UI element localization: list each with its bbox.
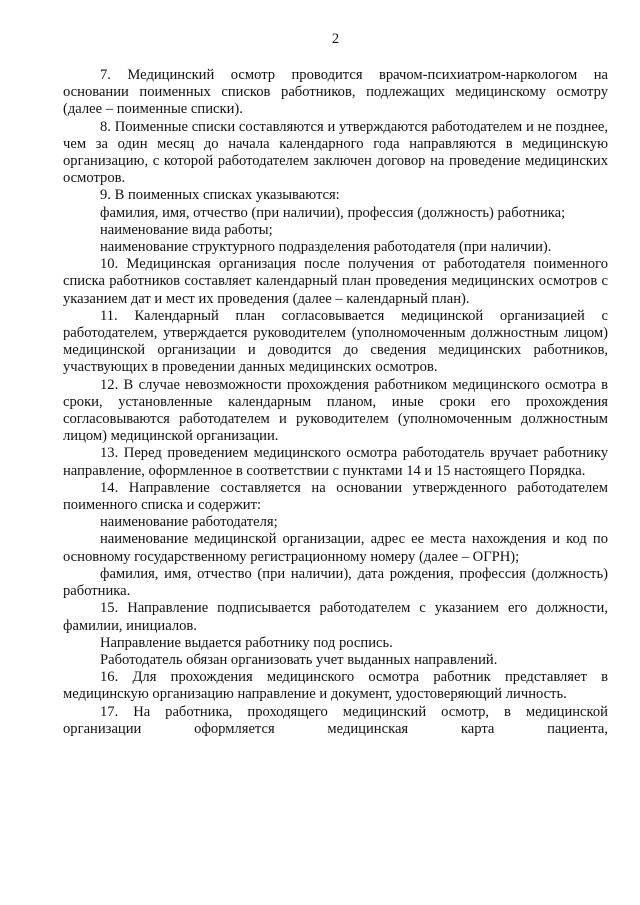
paragraph-9: 9. В поименных списках указываются: (100, 187, 340, 204)
paragraph-accounting: Работодатель обязан организовать учет выданных направлений. (100, 651, 498, 668)
paragraph-16: 16. Для прохождения медицинского осмотра работник представляет в медицинскую организацию направление и документ, удостоверяющий личность. (63, 669, 608, 703)
list-item-work-type: наименование вида работы; (100, 221, 273, 238)
paragraph-12: 12. В случае невозможности прохождения работником медицинского осмотра в сроки, установленные календарным планом, иные сроки его прохождения согласовываются работодателем и руководителем (уполномоченным должностным лицом) медицинской организации. (63, 376, 608, 445)
list-item-medical-org: наименование медицинской организации, адрес ее места нахождения и код по основному государственному регистрационному номеру (далее – ОГРН); (63, 531, 608, 565)
paragraph-8: 8. Поименные списки составляются и утверждаются работодателем и не позднее, чем за один месяц до начала календарного года направляются в медицинскую организацию, с которой работодателем заключен договор на проведение медицинских осмотров. (63, 118, 608, 187)
paragraph-10: 10. Медицинская организация после получения от работодателя поименного списка работников составляет календарный план проведения медицинских осмотров с указанием дат и мест их проведения (далее – календарный план). (63, 256, 608, 307)
list-item-department: наименование структурного подразделения работодателя (при наличии). (100, 239, 552, 256)
list-item-worker-info: фамилия, имя, отчество (при наличии), дата рождения, профессия (должность) работника. (63, 565, 608, 600)
paragraph-11: 11. Календарный план согласовывается медицинской организацией с работодателем, утверждается руководителем (уполномоченным должностным лицом) медицинской организации и доводится до сведения медицинских работников, участвующих в проведении данных медицинских осмотров. (63, 307, 608, 376)
paragraph-7: 7. Медицинский осмотр проводится врачом-психиатром-наркологом на основании поименных списков работников, подлежащих медицинскому осмотру (далее – поименные списки). (63, 67, 608, 118)
paragraph-14: 14. Направление составляется на основании утвержденного работодателем поименного списка и содержит: (63, 479, 608, 514)
page-number: 2 (331, 31, 340, 47)
list-item-employer: наименование работодателя; (100, 514, 278, 531)
paragraph-signature: Направление выдается работнику под роспись. (100, 634, 393, 651)
paragraph-15: 15. Направление подписывается работодателем с указанием его должности, фамилии, инициалов. (63, 600, 608, 634)
paragraph-13: 13. Перед проведением медицинского осмотра работодатель вручает работнику направление, оформленное в соответствии с пунктами 14 и 15 настоящего Порядка. (63, 445, 608, 479)
list-item-fio: фамилия, имя, отчество (при наличии), профессия (должность) работника; (100, 204, 566, 221)
paragraph-17: 17. На работника, проходящего медицинский осмотр, в медицинской организации оформляется медицинская карта пациента, (63, 703, 608, 737)
